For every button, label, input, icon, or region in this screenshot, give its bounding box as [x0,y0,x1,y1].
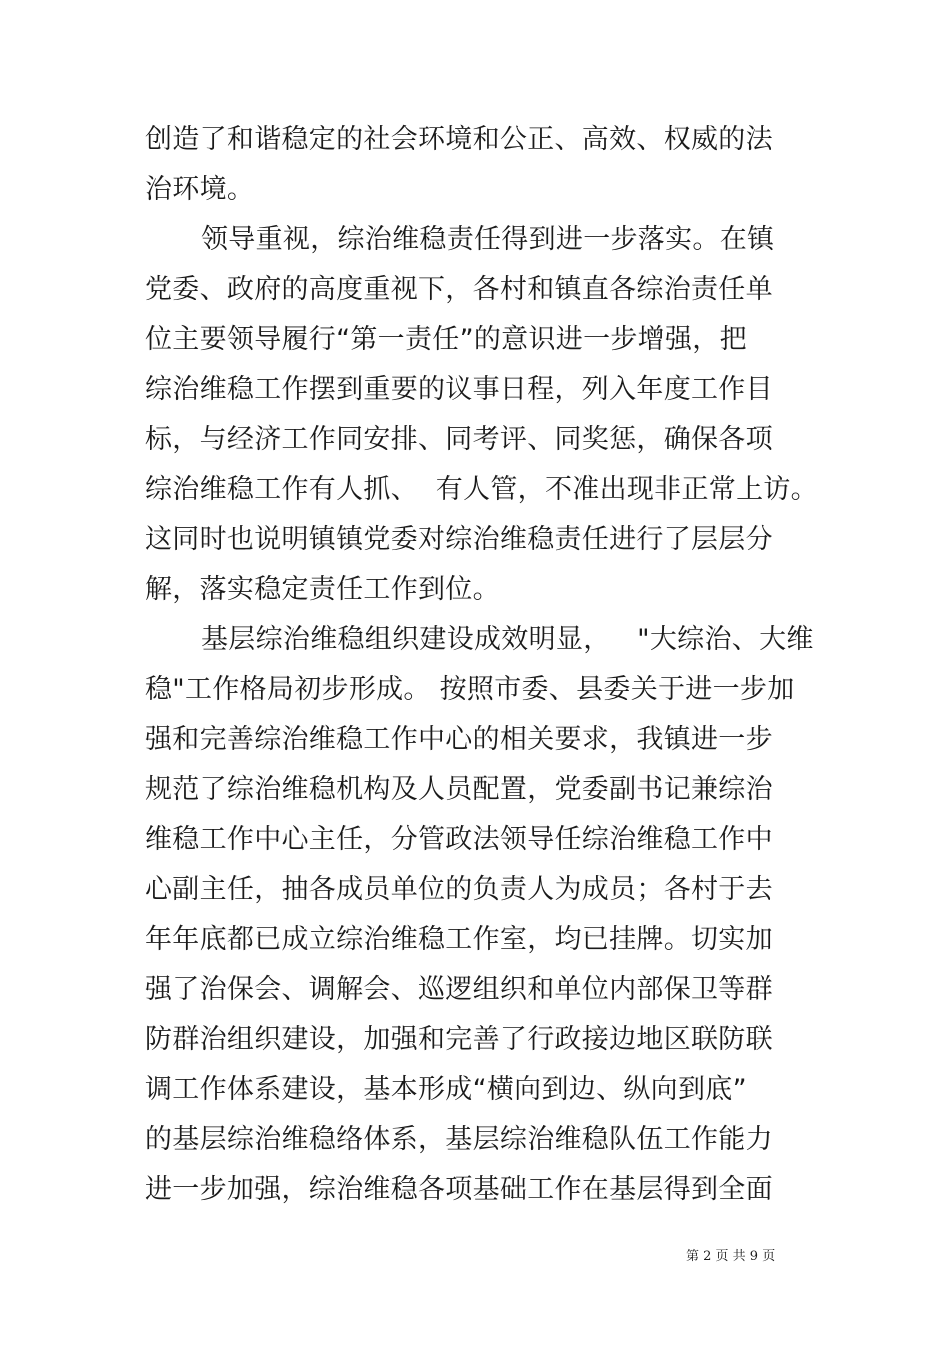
text-line: 强和完善综治维稳工作中心的相关要求，我镇进一步 [145,724,773,755]
text-line: 创造了和谐稳定的社会环境和公正、高效、权威的法 [145,124,773,155]
page-number-footer: 第 2 页 共 9 页 [686,1249,776,1264]
text-line: 强了治保会、调解会、巡逻组织和单位内部保卫等群 [145,974,773,1005]
text-line: 这同时也说明镇镇党委对综治维稳责任进行了层层分 [145,524,773,555]
text-line: 治环境。 [145,174,255,205]
text-line: 标，与经济工作同安排、同考评、同奖惩，确保各项 [145,424,773,455]
paragraph-first-line: 基层综治维稳组织建设成效明显， "大综治、大维 [201,624,814,655]
text-line: 维稳工作中心主任，分管政法领导任综治维稳工作中 [145,824,773,855]
text-line: 进一步加强，综治维稳各项基础工作在基层得到全面 [145,1174,773,1205]
text-line: 党委、政府的高度重视下，各村和镇直各综治责任单 [145,274,773,305]
text-line: 综治维稳工作摆到重要的议事日程，列入年度工作目 [145,374,773,405]
text-line: 综治维稳工作有人抓、 有人管，不准出现非正常上访。 [145,474,818,505]
paragraph-first-line: 领导重视，综治维稳责任得到进一步落实。在镇 [201,224,775,255]
text-line: 防群治组织建设，加强和完善了行政接边地区联防联 [145,1024,773,1055]
text-line: 解，落实稳定责任工作到位。 [145,574,500,605]
text-line: 心副主任，抽各成员单位的负责人为成员；各村于去 [145,874,773,905]
text-line: 规范了综治维稳机构及人员配置，党委副书记兼综治 [145,774,773,805]
text-line: 稳"工作格局初步形成。 按照市委、县委关于进一步加 [145,674,795,705]
text-line: 的基层综治维稳络体系，基层综治维稳队伍工作能力 [145,1124,773,1155]
text-line: 位主要领导履行“第一责任”的意识进一步增强，把 [145,324,747,355]
text-line: 调工作体系建设，基本形成“横向到边、纵向到底” [145,1074,747,1105]
text-line: 年年底都已成立综治维稳工作室，均已挂牌。切实加 [145,924,773,955]
